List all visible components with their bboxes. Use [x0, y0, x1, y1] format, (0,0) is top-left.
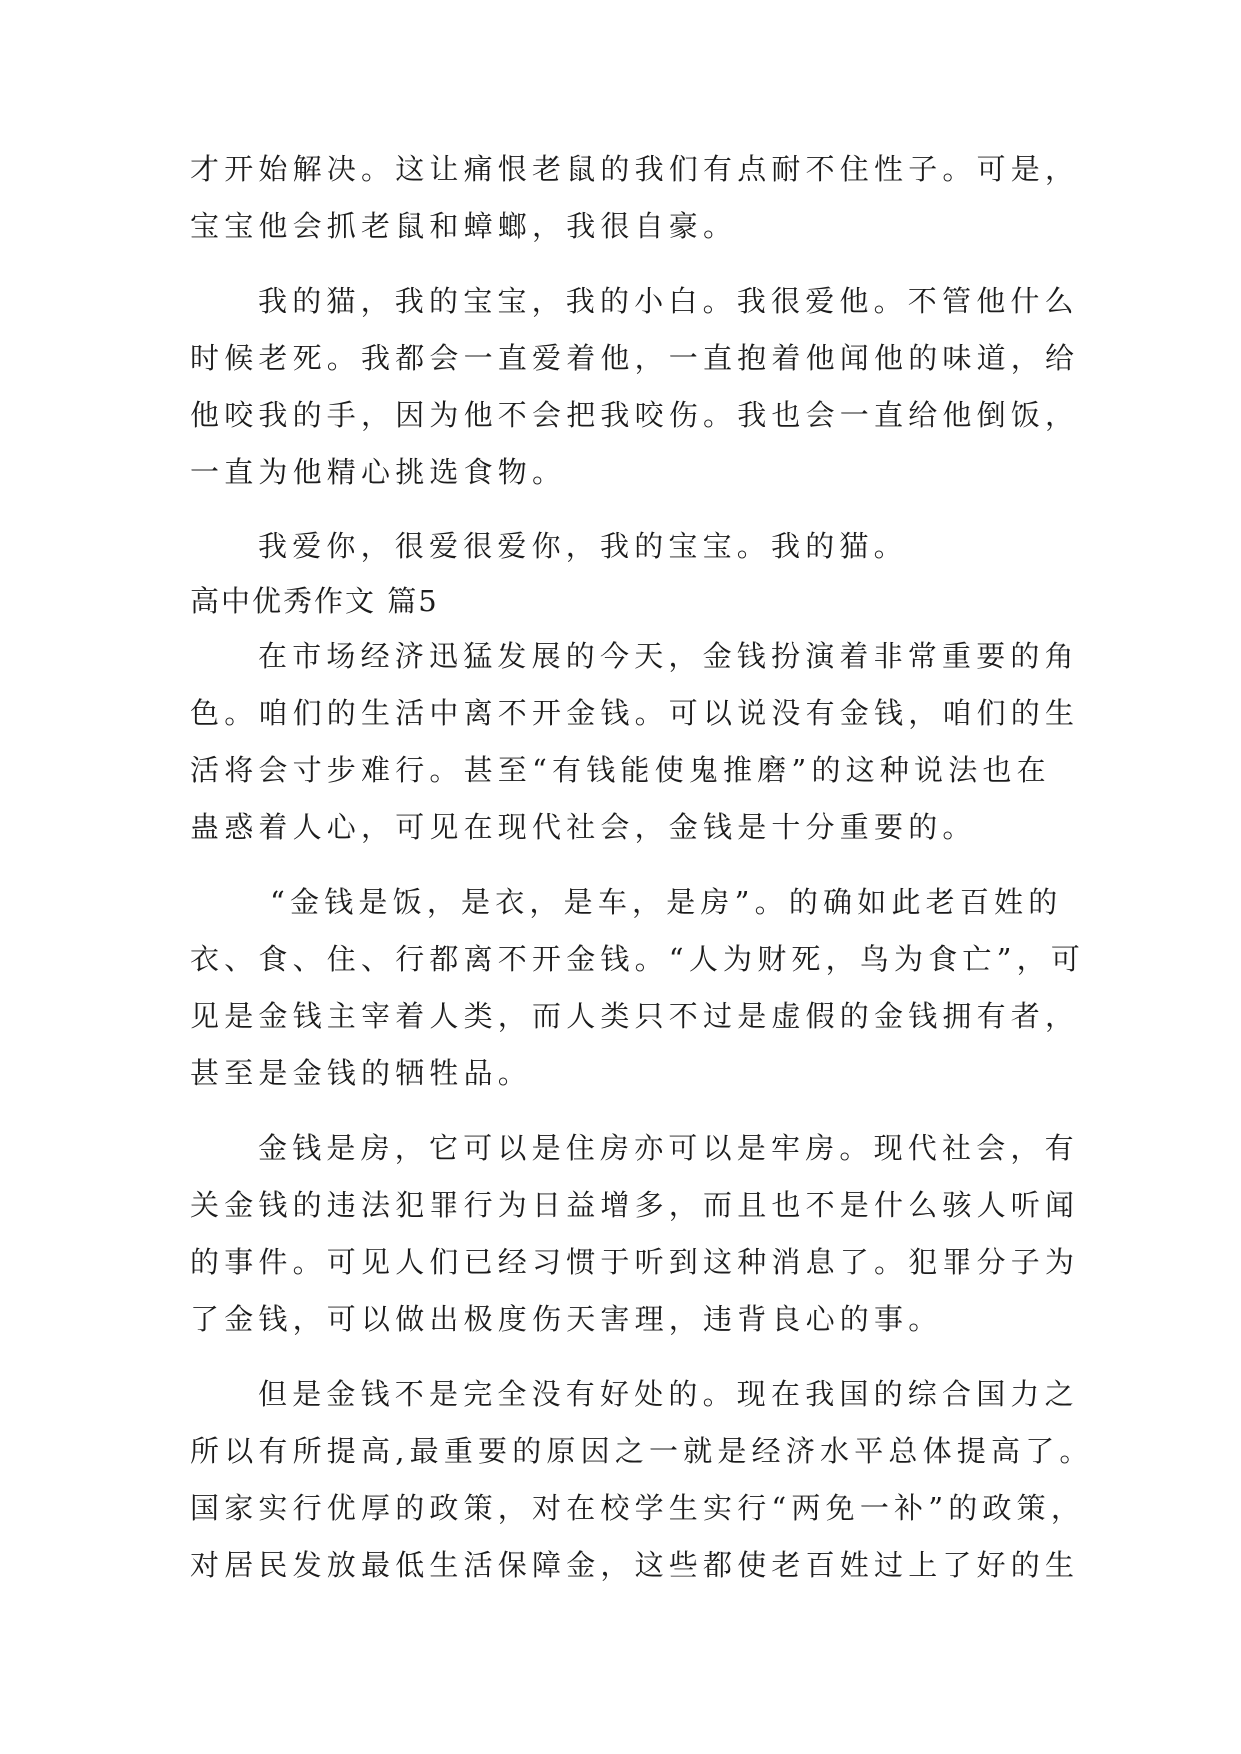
text-line: 我的猫，我的宝宝，我的小白。我很爱他。不管他什么: [258, 284, 1079, 318]
text-line: 时候老死。我都会一直爱着他，一直抱着他闻他的味道，给: [190, 341, 1080, 375]
text-line: 了金钱，可以做出极度伤天害理，违背良心的事。: [190, 1302, 943, 1336]
text-line: 衣、食、住、行都离不开金钱。“人为财死，鸟为食亡”，可: [190, 942, 1086, 976]
text-line: 色。咱们的生活中离不开金钱。可以说没有金钱，咱们的生: [190, 696, 1080, 730]
text-line: 对居民发放最低生活保障金，这些都使老百姓过上了好的生: [190, 1548, 1080, 1582]
text-line: 的事件。可见人们已经习惯于听到这种消息了。犯罪分子为: [190, 1245, 1080, 1279]
text-line: 活将会寸步难行。甚至“有钱能使鬼推磨”的这种说法也在: [190, 753, 1051, 787]
text-line: 关金钱的违法犯罪行为日益增多，而且也不是什么骇人听闻: [190, 1188, 1080, 1222]
text-line: 国家实行优厚的政策，对在校学生实行“两免一补”的政策，: [190, 1491, 1086, 1525]
text-line: 金钱是房，它可以是住房亦可以是牢房。现代社会，有: [258, 1131, 1079, 1165]
text-line: 他咬我的手，因为他不会把我咬伤。我也会一直给他倒饭，: [190, 398, 1080, 432]
text-line: 蛊惑着人心，可见在现代社会，金钱是十分重要的。: [190, 810, 977, 844]
text-line: 甚至是金钱的牺牲品。: [190, 1056, 533, 1090]
text-line: 才开始解决。这让痛恨老鼠的我们有点耐不住性子。可是，: [190, 152, 1080, 186]
section-heading: 高中优秀作文 篇5: [190, 584, 439, 618]
text-line: 见是金钱主宰着人类，而人类只不过是虚假的金钱拥有者，: [190, 999, 1080, 1033]
text-line: 所以有所提高,最重要的原因之一就是经济水平总体提高了。: [190, 1434, 1094, 1468]
text-line: 宝宝他会抓老鼠和蟑螂，我很自豪。: [190, 209, 738, 243]
text-line: 在市场经济迅猛发展的今天，金钱扮演着非常重要的角: [258, 639, 1079, 673]
text-line: “金钱是饭，是衣，是车，是房”。的确如此老百姓的: [270, 885, 1063, 919]
text-line: 一直为他精心挑选食物。: [190, 455, 567, 489]
text-line: 但是金钱不是完全没有好处的。现在我国的综合国力之: [258, 1377, 1079, 1411]
text-line: 我爱你，很爱很爱你，我的宝宝。我的猫。: [258, 529, 908, 563]
